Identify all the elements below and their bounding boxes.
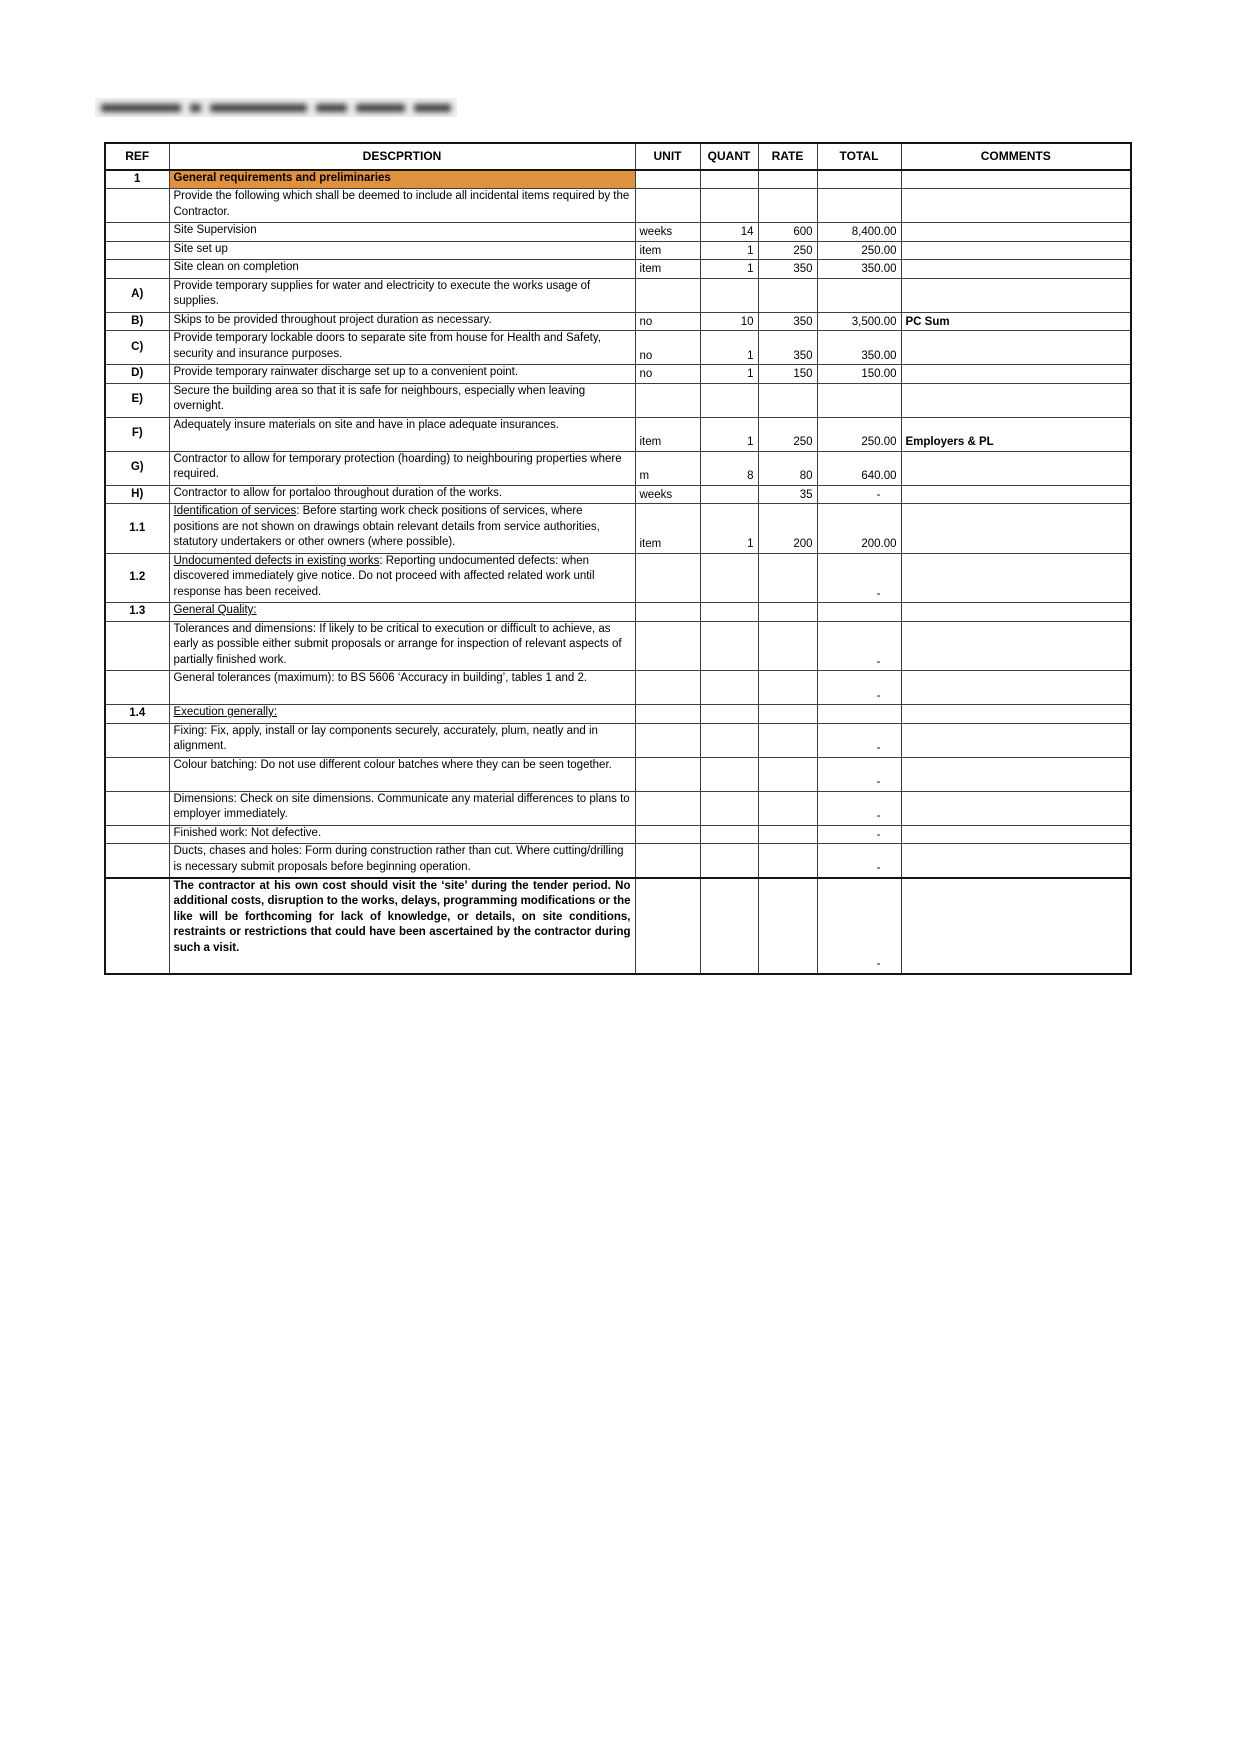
- rate-cell: 350: [758, 260, 817, 279]
- description-cell: [169, 365, 635, 384]
- unit-cell: [635, 621, 700, 671]
- comments-cell: [901, 705, 1131, 724]
- description-cell: [169, 757, 635, 791]
- quantity-cell: [700, 723, 758, 757]
- description-cell: [169, 223, 635, 242]
- ref-cell: F): [105, 417, 169, 451]
- comments-cell: [901, 241, 1131, 260]
- description-underlined-heading: Undocumented defects in existing works: [173, 554, 380, 567]
- comments-cell: PC Sum: [901, 312, 1131, 331]
- total-cell: [817, 705, 901, 724]
- quantity-cell: [700, 757, 758, 791]
- unit-cell: [635, 844, 700, 878]
- description-cell: [169, 383, 635, 417]
- ref-cell: [105, 260, 169, 279]
- quantity-cell: [700, 621, 758, 671]
- description-text: Secure the building area so that it is safe for neighbours, especially when leaving overnight.: [173, 384, 586, 412]
- total-cell: [817, 383, 901, 417]
- quantity-cell: [700, 791, 758, 825]
- description-text: General tolerances (maximum): to BS 5606 ‘Accuracy in building’, tables 1 and 2.: [173, 672, 588, 684]
- comments-cell: [901, 170, 1131, 189]
- rate-cell: [758, 723, 817, 757]
- total-header: TOTAL: [817, 143, 901, 170]
- rate-cell: [758, 278, 817, 312]
- table-row: [105, 417, 1131, 451]
- total-cell: 350.00: [817, 260, 901, 279]
- description-text: The contractor at his own cost should visit the ‘site’ during the tender period. No additional costs, disruption to the works, delays, programming modifications or the like will be forthcoming for lack of knowledge, or details, on site conditions, restraints or restrictions that could have been ascertained by the contractor during such a visit.: [173, 879, 631, 954]
- quantity-cell: [700, 878, 758, 974]
- ref-cell: [105, 791, 169, 825]
- total-cell: [817, 278, 901, 312]
- description-text: Site Supervision: [173, 224, 257, 236]
- description-text: : Before starting work check positions of services, where positions are not shown on drawings obtain relevant details from service authorities, statutory undertakers or other owners (where possible).: [173, 505, 600, 548]
- comments-cell: [901, 603, 1131, 622]
- unit-cell: item: [635, 504, 700, 554]
- table-row: [105, 621, 1131, 671]
- description-text: Tolerances and dimensions: If likely to be critical to execution or difficult to achieve, as early as possible either submit proposals or arrange for inspection of relevant aspects of partially finished work.: [173, 622, 622, 666]
- total-cell: 350.00: [817, 331, 901, 365]
- quant-header: QUANT: [700, 143, 758, 170]
- comments-cell: [901, 825, 1131, 844]
- total-cell: -: [817, 791, 901, 825]
- table-row: [105, 189, 1131, 223]
- unit-cell: [635, 170, 700, 189]
- ref-header: REF: [105, 143, 169, 170]
- comments-cell: [901, 504, 1131, 554]
- total-cell: 3,500.00: [817, 312, 901, 331]
- description-cell: [169, 844, 635, 878]
- description-cell: [169, 621, 635, 671]
- description-cell: [169, 331, 635, 365]
- table-row: [105, 451, 1131, 485]
- rate-cell: 35: [758, 485, 817, 504]
- comments-cell: [901, 878, 1131, 974]
- description-cell: [169, 705, 635, 724]
- total-cell: 8,400.00: [817, 223, 901, 242]
- rate-cell: [758, 844, 817, 878]
- total-cell: -: [817, 723, 901, 757]
- quantity-cell: 1: [700, 260, 758, 279]
- ref-cell: [105, 621, 169, 671]
- total-cell: -: [817, 671, 901, 705]
- comments-cell: [901, 844, 1131, 878]
- ref-cell: [105, 671, 169, 705]
- quantity-cell: [700, 705, 758, 724]
- table-row: [105, 553, 1131, 603]
- ref-cell: G): [105, 451, 169, 485]
- unit-cell: [635, 878, 700, 974]
- redacted-document-title: [95, 98, 457, 117]
- unit-cell: [635, 189, 700, 223]
- comments-cell: [901, 260, 1131, 279]
- description-text: Colour batching: Do not use different colour batches where they can be seen together.: [173, 758, 612, 771]
- bill-of-quantities: [104, 142, 1132, 975]
- description-cell: [169, 791, 635, 825]
- comments-cell: [901, 451, 1131, 485]
- ref-cell: H): [105, 485, 169, 504]
- rate-cell: 80: [758, 451, 817, 485]
- description-text: Finished work: Not defective.: [173, 826, 322, 839]
- table-row: [105, 170, 1131, 189]
- rate-cell: [758, 878, 817, 974]
- table-row: [105, 504, 1131, 554]
- ref-cell: [105, 878, 169, 974]
- table-row: [105, 825, 1131, 844]
- table-row: [105, 485, 1131, 504]
- comments-cell: [901, 621, 1131, 671]
- ref-cell: C): [105, 331, 169, 365]
- description-text: Provide temporary rainwater discharge set up to a convenient point.: [173, 366, 519, 378]
- rate-cell: 200: [758, 504, 817, 554]
- ref-cell: [105, 223, 169, 242]
- total-cell: 150.00: [817, 365, 901, 384]
- description-text: Dimensions: Check on site dimensions. Communicate any material differences to plans to employer immediately.: [173, 792, 630, 820]
- description-cell: [169, 504, 635, 554]
- quantity-cell: [700, 603, 758, 622]
- rate-cell: 250: [758, 417, 817, 451]
- description-cell: [169, 451, 635, 485]
- description-text: Site set up: [173, 242, 228, 255]
- comments-cell: [901, 331, 1131, 365]
- total-cell: -: [817, 485, 901, 504]
- quantity-cell: 1: [700, 504, 758, 554]
- unit-cell: [635, 723, 700, 757]
- total-cell: 200.00: [817, 504, 901, 554]
- description-cell: [169, 189, 635, 223]
- description-text: Provide the following which shall be deemed to include all incidental items required by the Contractor.: [173, 190, 630, 218]
- description-text: Fixing: Fix, apply, install or lay components securely, accurately, plum, neatly and in alignment.: [173, 724, 598, 752]
- comments-header: COMMENTS: [901, 143, 1131, 170]
- description-cell: [169, 241, 635, 260]
- quantity-cell: 14: [700, 223, 758, 242]
- quantity-cell: [700, 825, 758, 844]
- comments-cell: [901, 383, 1131, 417]
- total-cell: -: [817, 757, 901, 791]
- ref-cell: 1.2: [105, 553, 169, 603]
- rate-cell: 250: [758, 241, 817, 260]
- unit-cell: weeks: [635, 223, 700, 242]
- comments-cell: [901, 365, 1131, 384]
- description-text: Skips to be provided throughout project duration as necessary.: [173, 313, 492, 326]
- ref-cell: B): [105, 312, 169, 331]
- description-cell: [169, 723, 635, 757]
- description-text: Ducts, chases and holes: Form during construction rather than cut. Where cutting/drilling is necessary submit proposals before beginning operation.: [173, 845, 624, 873]
- total-cell: 250.00: [817, 417, 901, 451]
- rate-cell: [758, 553, 817, 603]
- quantity-cell: [700, 485, 758, 504]
- table-row: [105, 723, 1131, 757]
- ref-cell: A): [105, 278, 169, 312]
- table-row: [105, 757, 1131, 791]
- unit-cell: weeks: [635, 485, 700, 504]
- comments-cell: [901, 757, 1131, 791]
- description-text: Provide temporary lockable doors to separate site from house for Health and Safety, security and insurance purposes.: [173, 332, 601, 360]
- ref-cell: 1.1: [105, 504, 169, 554]
- comments-cell: [901, 671, 1131, 705]
- description-cell: [169, 170, 635, 189]
- ref-cell: 1: [105, 170, 169, 189]
- unit-cell: [635, 278, 700, 312]
- unit-cell: item: [635, 417, 700, 451]
- quantity-cell: [700, 553, 758, 603]
- pricing-schedule-table: [104, 142, 1132, 975]
- table-row: [105, 241, 1131, 260]
- rate-cell: [758, 603, 817, 622]
- total-cell: -: [817, 844, 901, 878]
- rate-cell: [758, 791, 817, 825]
- comments-cell: [901, 553, 1131, 603]
- ref-cell: D): [105, 365, 169, 384]
- description-text: : Reporting undocumented defects: when discovered immediately give notice. Do not proceed with affected related work until response has been received.: [173, 554, 595, 598]
- comments-cell: [901, 189, 1131, 223]
- rate-cell: [758, 757, 817, 791]
- unit-cell: [635, 791, 700, 825]
- ref-cell: [105, 844, 169, 878]
- description-text: Contractor to allow for temporary protection (hoarding) to neighbouring properties where required.: [173, 452, 622, 480]
- ref-cell: [105, 189, 169, 223]
- unit-cell: [635, 603, 700, 622]
- total-cell: [817, 603, 901, 622]
- ref-cell: [105, 757, 169, 791]
- table-row: [105, 603, 1131, 622]
- description-cell: [169, 553, 635, 603]
- quantity-cell: [700, 383, 758, 417]
- total-cell: -: [817, 621, 901, 671]
- ref-cell: [105, 241, 169, 260]
- description-text: Adequately insure materials on site and have in place adequate insurances.: [173, 418, 559, 431]
- description-text: Provide temporary supplies for water and electricity to execute the works usage of supplies.: [173, 279, 591, 307]
- comments-cell: [901, 223, 1131, 242]
- unit-cell: [635, 383, 700, 417]
- comments-cell: [901, 791, 1131, 825]
- quantity-cell: 1: [700, 417, 758, 451]
- ref-cell: 1.4: [105, 705, 169, 724]
- rate-cell: 350: [758, 331, 817, 365]
- comments-cell: [901, 485, 1131, 504]
- table-row: [105, 383, 1131, 417]
- table-row: [105, 365, 1131, 384]
- quantity-cell: 1: [700, 365, 758, 384]
- ref-cell: [105, 825, 169, 844]
- table-row: [105, 278, 1131, 312]
- description-cell: [169, 825, 635, 844]
- rate-cell: 600: [758, 223, 817, 242]
- rate-cell: [758, 621, 817, 671]
- unit-cell: [635, 825, 700, 844]
- unit-cell: no: [635, 312, 700, 331]
- ref-cell: [105, 723, 169, 757]
- unit-cell: no: [635, 331, 700, 365]
- table-row: [105, 223, 1131, 242]
- rate-cell: 350: [758, 312, 817, 331]
- total-cell: -: [817, 878, 901, 974]
- quantity-cell: [700, 170, 758, 189]
- unit-cell: [635, 705, 700, 724]
- table-header-row: [105, 143, 1131, 170]
- rate-header: RATE: [758, 143, 817, 170]
- description-underlined-heading: Execution generally:: [173, 706, 278, 718]
- rate-cell: [758, 189, 817, 223]
- quantity-cell: 1: [700, 331, 758, 365]
- table-row: [105, 331, 1131, 365]
- quantity-cell: [700, 278, 758, 312]
- comments-cell: Employers & PL: [901, 417, 1131, 451]
- description-cell: [169, 278, 635, 312]
- comments-cell: [901, 278, 1131, 312]
- unit-cell: m: [635, 451, 700, 485]
- description-cell: [169, 671, 635, 705]
- comments-cell: [901, 723, 1131, 757]
- rate-cell: [758, 705, 817, 724]
- rate-cell: [758, 825, 817, 844]
- quantity-cell: 8: [700, 451, 758, 485]
- table-row: [105, 705, 1131, 724]
- rate-cell: [758, 671, 817, 705]
- quantity-cell: 10: [700, 312, 758, 331]
- total-cell: -: [817, 553, 901, 603]
- description-cell: [169, 260, 635, 279]
- description-cell: [169, 485, 635, 504]
- rate-cell: 150: [758, 365, 817, 384]
- ref-cell: E): [105, 383, 169, 417]
- quantity-cell: [700, 671, 758, 705]
- description-cell: [169, 878, 635, 974]
- table-row: [105, 791, 1131, 825]
- description-text: Contractor to allow for portaloo throughout duration of the works.: [173, 486, 503, 499]
- unit-cell: item: [635, 260, 700, 279]
- total-cell: 250.00: [817, 241, 901, 260]
- description-cell: [169, 417, 635, 451]
- description-underlined-heading: Identification of services: [173, 505, 297, 517]
- unit-cell: [635, 671, 700, 705]
- total-cell: 640.00: [817, 451, 901, 485]
- ref-cell: 1.3: [105, 603, 169, 622]
- quantity-cell: [700, 844, 758, 878]
- table-row: [105, 844, 1131, 878]
- description-text: General requirements and preliminaries: [173, 172, 391, 184]
- unit-cell: [635, 553, 700, 603]
- unit-cell: no: [635, 365, 700, 384]
- quantity-cell: 1: [700, 241, 758, 260]
- rate-cell: [758, 170, 817, 189]
- rate-cell: [758, 383, 817, 417]
- total-cell: [817, 189, 901, 223]
- description-header: DESCPRTION: [169, 143, 635, 170]
- total-cell: -: [817, 825, 901, 844]
- table-row: [105, 671, 1131, 705]
- unit-header: UNIT: [635, 143, 700, 170]
- table-row: [105, 312, 1131, 331]
- table-row: [105, 878, 1131, 974]
- table-row: [105, 260, 1131, 279]
- description-underlined-heading: General Quality:: [173, 604, 257, 616]
- unit-cell: [635, 757, 700, 791]
- description-text: Site clean on completion: [173, 261, 299, 273]
- description-cell: [169, 312, 635, 331]
- total-cell: [817, 170, 901, 189]
- description-cell: [169, 603, 635, 622]
- unit-cell: item: [635, 241, 700, 260]
- quantity-cell: [700, 189, 758, 223]
